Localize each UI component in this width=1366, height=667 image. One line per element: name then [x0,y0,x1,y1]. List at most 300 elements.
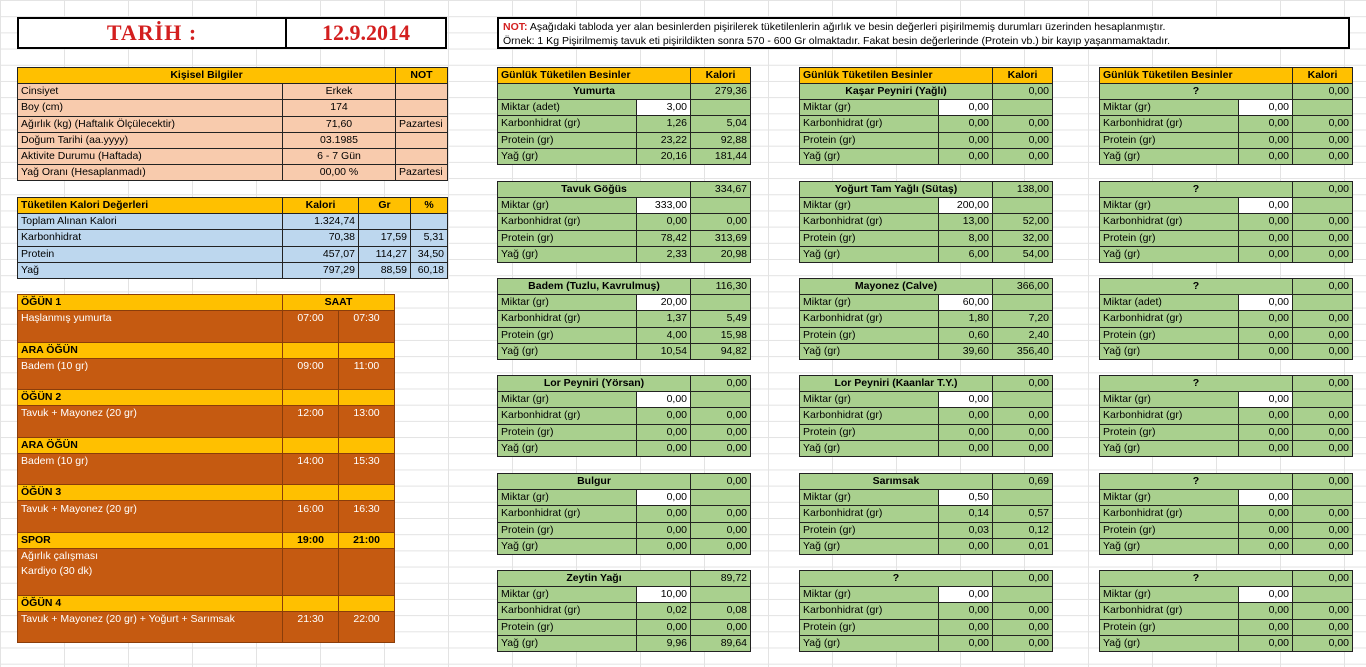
calorie-gr: 17,59 [359,230,411,246]
food-miktar-empty [1293,587,1353,603]
food-protein-gr: 8,00 [939,230,993,246]
meal-description[interactable]: Tavuk + Mayonez (20 gr) [18,501,283,517]
food-block [1099,375,1353,457]
food-yag-kalori: 0,00 [1293,538,1353,554]
food-miktar-input[interactable]: 0,00 [1239,100,1293,116]
meal-end-time [339,595,395,611]
food-karb-kalori: 5,04 [691,116,751,132]
food-yag-gr: 9,96 [637,635,691,651]
food-total-kalori: 0,00 [1293,84,1353,100]
food-protein-label: Protein (gr) [800,424,939,440]
food-karb-kalori: 0,00 [993,408,1053,424]
food-karb-label: Karbonhidrat (gr) [1100,214,1239,230]
food-karb-kalori: 5,49 [691,311,751,327]
meal-detail-row [18,627,395,643]
food-karb-label: Karbonhidrat (gr) [498,506,637,522]
food-protein-kalori: 0,00 [1293,132,1353,148]
food-miktar-input[interactable]: 0,50 [939,490,993,506]
calorie-row [18,230,448,246]
food-column-header [799,67,1053,84]
meal-header-row [18,595,395,611]
calorie-pct: 5,31 [411,230,448,246]
meal-time-start[interactable] [283,579,339,595]
calorie-kalori: 797,29 [283,262,359,278]
food-protein-gr: 0,00 [1239,619,1293,635]
food-miktar-input[interactable]: 60,00 [939,295,993,311]
food-karb-gr: 0,00 [637,408,691,424]
meal-description[interactable]: Badem (10 gr) [18,358,283,374]
meal-time-start[interactable]: 09:00 [283,358,339,374]
meal-detail-row [18,549,395,565]
food-karb-gr: 1,37 [637,311,691,327]
food-name[interactable]: ? [1100,182,1293,198]
food-total-kalori: 0,00 [993,376,1053,392]
food-name[interactable]: ? [1100,279,1293,295]
food-total-kalori: 89,72 [691,571,751,587]
food-karb-label: Karbonhidrat (gr) [800,311,939,327]
meal-time-start[interactable]: 14:00 [283,453,339,469]
personal-note [396,132,448,148]
food-miktar-empty [993,198,1053,214]
food-protein-gr: 0,00 [637,424,691,440]
food-protein-gr: 23,22 [637,132,691,148]
food-protein-kalori: 0,00 [993,424,1053,440]
food-miktar-label: Miktar (gr) [498,490,637,506]
food-miktar-label: Miktar (adet) [498,100,637,116]
food-miktar-input[interactable]: 333,00 [637,198,691,214]
food-karb-gr: 1,26 [637,116,691,132]
personal-row [18,165,448,181]
food-miktar-empty [1293,490,1353,506]
food-protein-kalori: 0,00 [1293,522,1353,538]
food-karb-label: Karbonhidrat (gr) [800,506,939,522]
calorie-kalori: 1.324,74 [283,214,359,230]
food-karb-label: Karbonhidrat (gr) [1100,506,1239,522]
meal-time-end[interactable] [339,627,395,643]
food-miktar-input[interactable]: 0,00 [1239,198,1293,214]
food-miktar-input[interactable]: 200,00 [939,198,993,214]
personal-value[interactable]: 174 [283,100,396,116]
personal-value[interactable]: 00,00 % [283,165,396,181]
food-protein-kalori: 313,69 [691,230,751,246]
meal-time-end[interactable]: 11:00 [339,358,395,374]
meal-time-start[interactable]: 21:30 [283,611,339,627]
food-protein-gr: 0,00 [1239,424,1293,440]
meal-detail-row [18,469,395,485]
food-protein-label: Protein (gr) [1100,132,1239,148]
meal-end-time [339,342,395,358]
meal-time-end[interactable] [339,579,395,595]
meal-time-start[interactable] [283,326,339,342]
food-total-kalori: 0,00 [993,84,1053,100]
calorie-gr [359,214,411,230]
meal-description[interactable]: Kardiyo (30 dk) [18,564,283,579]
meal-schedule-table [17,294,395,643]
food-name[interactable]: ? [1100,376,1293,392]
meal-detail-row [18,358,395,374]
meal-time-start[interactable]: 07:00 [283,311,339,327]
food-name[interactable]: Yumurta [498,84,691,100]
food-miktar-input[interactable]: 0,00 [637,490,691,506]
meal-description[interactable] [18,326,283,342]
meal-description[interactable]: Badem (10 gr) [18,453,283,469]
meal-time-end[interactable] [339,422,395,438]
food-yag-gr: 0,00 [1239,635,1293,651]
food-header-kalori: Kalori [993,68,1053,84]
food-karb-gr: 0,00 [637,214,691,230]
food-miktar-label: Miktar (gr) [800,587,939,603]
food-yag-gr: 0,00 [637,538,691,554]
food-total-kalori: 334,67 [691,182,751,198]
food-yag-label: Yağ (gr) [800,343,939,359]
food-name[interactable]: Lor Peyniri (Kaanlar T.Y.) [800,376,993,392]
food-yag-kalori: 0,00 [1293,148,1353,164]
food-karb-kalori: 0,00 [1293,214,1353,230]
food-miktar-input[interactable]: 0,00 [939,100,993,116]
meal-detail-row [18,501,395,517]
food-total-kalori: 279,36 [691,84,751,100]
food-yag-label: Yağ (gr) [1100,440,1239,456]
meal-description[interactable] [18,422,283,438]
food-header-title: Günlük Tüketilen Besinler [1100,68,1293,84]
food-name[interactable]: Badem (Tuzlu, Kavrulmuş) [498,279,691,295]
food-karb-label: Karbonhidrat (gr) [498,408,637,424]
food-miktar-label: Miktar (gr) [498,198,637,214]
personal-row [18,132,448,148]
personal-label: Cinsiyet [18,84,283,100]
food-yag-gr: 6,00 [939,246,993,262]
food-miktar-label: Miktar (gr) [800,392,939,408]
food-miktar-input[interactable]: 0,00 [1239,295,1293,311]
food-yag-label: Yağ (gr) [498,440,637,456]
food-miktar-label: Miktar (gr) [498,587,637,603]
meal-detail-row [18,374,395,390]
food-yag-kalori: 20,98 [691,246,751,262]
food-karb-kalori: 0,08 [691,603,751,619]
personal-value[interactable]: Erkek [283,84,396,100]
food-yag-gr: 0,00 [1239,538,1293,554]
food-yag-label: Yağ (gr) [1100,635,1239,651]
calorie-kalori: 70,38 [283,230,359,246]
food-name[interactable]: Kaşar Peyniri (Yağlı) [800,84,993,100]
food-miktar-input[interactable]: 10,00 [637,587,691,603]
food-name[interactable]: Mayonez (Calve) [800,279,993,295]
food-karb-kalori: 0,00 [691,408,751,424]
food-yag-gr: 0,00 [1239,246,1293,262]
food-protein-label: Protein (gr) [800,230,939,246]
food-yag-gr: 0,00 [939,148,993,164]
calorie-gr: 88,59 [359,262,411,278]
food-yag-label: Yağ (gr) [498,343,637,359]
food-karb-kalori: 7,20 [993,311,1053,327]
personal-row [18,116,448,132]
food-name[interactable]: ? [1100,474,1293,490]
food-miktar-label: Miktar (adet) [1100,295,1239,311]
meal-start-time [283,437,339,453]
food-karb-gr: 0,02 [637,603,691,619]
meal-description[interactable]: Haşlanmış yumurta [18,311,283,327]
meal-description[interactable]: Ağırlık çalışması [18,549,283,565]
food-miktar-empty [691,490,751,506]
food-karb-kalori: 0,00 [691,506,751,522]
meal-start-time [283,342,339,358]
meal-time-end[interactable] [339,517,395,533]
meal-detail-row [18,311,395,327]
note-line-1: Aşağıdaki tabloda yer alan besinlerden pişirilerek tüketilenlerin ağırlık ve besin değerleri pişirilmemiş durumları üzerinden hesaplanmıştır. [527,21,1166,33]
meal-time-end[interactable] [339,549,395,565]
calorie-col-gr: Gr [359,198,411,214]
food-name[interactable]: ? [1100,84,1293,100]
food-yag-label: Yağ (gr) [498,538,637,554]
food-karb-label: Karbonhidrat (gr) [1100,311,1239,327]
food-protein-kalori: 0,00 [1293,619,1353,635]
meal-name: ÖĞÜN 1 [18,295,283,311]
food-block [497,473,751,555]
meal-time-start[interactable] [283,422,339,438]
meal-end-time [339,390,395,406]
food-karb-gr: 0,00 [637,506,691,522]
food-miktar-input[interactable]: 0,00 [939,392,993,408]
food-yag-label: Yağ (gr) [800,148,939,164]
meal-start-time: 19:00 [283,532,339,548]
date-value[interactable]: 12.9.2014 [287,17,447,49]
food-block [799,278,1053,360]
food-header-title: Günlük Tüketilen Besinler [800,68,993,84]
personal-note [396,148,448,164]
meal-description[interactable] [18,517,283,533]
food-block [1099,473,1353,555]
personal-value[interactable]: 03.1985 [283,132,396,148]
meal-start-time [283,595,339,611]
food-name[interactable]: Yoğurt Tam Yağlı (Sütaş) [800,182,993,198]
meal-name: ÖĞÜN 3 [18,485,283,501]
meal-detail-row [18,326,395,342]
food-karb-kalori: 0,00 [1293,506,1353,522]
personal-row [18,148,448,164]
food-block [1099,83,1353,165]
food-miktar-input[interactable]: 3,00 [637,100,691,116]
meal-header-row [18,532,395,548]
food-miktar-label: Miktar (gr) [498,295,637,311]
meal-detail-row [18,422,395,438]
food-miktar-label: Miktar (gr) [1100,198,1239,214]
meal-name: ARA ÖĞÜN [18,437,283,453]
food-karb-label: Karbonhidrat (gr) [800,408,939,424]
food-name[interactable]: Bulgur [498,474,691,490]
food-name[interactable]: Lor Peyniri (Yörsan) [498,376,691,392]
calorie-pct: 60,18 [411,262,448,278]
food-name[interactable]: Sarımsak [800,474,993,490]
food-yag-label: Yağ (gr) [1100,246,1239,262]
food-miktar-empty [1293,100,1353,116]
meal-time-end[interactable]: 13:00 [339,406,395,422]
food-protein-kalori: 0,00 [993,132,1053,148]
food-karb-label: Karbonhidrat (gr) [498,116,637,132]
meal-name: ÖĞÜN 4 [18,595,283,611]
personal-value[interactable]: 71,60 [283,116,396,132]
food-protein-label: Protein (gr) [498,230,637,246]
calorie-row [18,246,448,262]
personal-label: Doğum Tarihi (aa.yyyy) [18,132,283,148]
food-column-header [497,67,751,84]
food-protein-kalori: 0,00 [691,522,751,538]
food-protein-kalori: 0,00 [691,424,751,440]
food-miktar-empty [691,295,751,311]
food-karb-label: Karbonhidrat (gr) [1100,408,1239,424]
food-karb-kalori: 0,00 [1293,311,1353,327]
calorie-kalori: 457,07 [283,246,359,262]
food-miktar-label: Miktar (gr) [1100,490,1239,506]
meal-time-start[interactable] [283,374,339,390]
food-protein-label: Protein (gr) [1100,230,1239,246]
food-block [799,473,1053,555]
meal-time-end[interactable] [339,564,395,579]
food-yag-kalori: 0,00 [1293,635,1353,651]
food-miktar-empty [1293,392,1353,408]
food-protein-gr: 0,00 [1239,132,1293,148]
food-name[interactable]: Tavuk Göğüs [498,182,691,198]
food-karb-label: Karbonhidrat (gr) [498,311,637,327]
meal-time-start[interactable] [283,627,339,643]
personal-row [18,100,448,116]
meal-description[interactable] [18,627,283,643]
food-miktar-input[interactable]: 0,00 [637,392,691,408]
food-miktar-empty [993,100,1053,116]
food-yag-label: Yağ (gr) [800,538,939,554]
food-yag-gr: 0,00 [1239,440,1293,456]
meal-time-end[interactable]: 07:30 [339,311,395,327]
food-block [497,570,751,652]
meal-description[interactable] [18,469,283,485]
food-yag-kalori: 0,01 [993,538,1053,554]
food-karb-label: Karbonhidrat (gr) [1100,603,1239,619]
food-karb-gr: 0,00 [1239,311,1293,327]
meal-time-start[interactable] [283,469,339,485]
meal-description[interactable]: Tavuk + Mayonez (20 gr) + Yoğurt + Sarımsak [18,611,283,627]
food-yag-kalori: 0,00 [993,440,1053,456]
meal-description[interactable] [18,579,283,595]
food-yag-kalori: 0,00 [1293,246,1353,262]
meal-end-time [339,485,395,501]
food-protein-kalori: 0,00 [691,619,751,635]
food-header-title: Günlük Tüketilen Besinler [498,68,691,84]
food-protein-kalori: 2,40 [993,327,1053,343]
note-prefix: NOT: [503,21,528,33]
food-protein-gr: 0,00 [939,132,993,148]
food-total-kalori: 138,00 [993,182,1053,198]
food-miktar-label: Miktar (gr) [800,295,939,311]
food-name[interactable]: ? [800,571,993,587]
meal-time-end[interactable]: 22:00 [339,611,395,627]
calorie-table-title: Tüketilen Kalori Değerleri [18,198,283,214]
food-yag-label: Yağ (gr) [498,246,637,262]
food-miktar-input[interactable]: 0,00 [1239,587,1293,603]
personal-value[interactable]: 6 - 7 Gün [283,148,396,164]
meal-time-start[interactable] [283,564,339,579]
food-total-kalori: 0,00 [1293,376,1353,392]
calorie-pct: 34,50 [411,246,448,262]
food-karb-gr: 0,00 [1239,603,1293,619]
food-yag-label: Yağ (gr) [498,148,637,164]
food-karb-gr: 0,00 [1239,214,1293,230]
food-karb-kalori: 0,00 [1293,408,1353,424]
food-protein-gr: 0,00 [1239,327,1293,343]
food-protein-label: Protein (gr) [498,132,637,148]
note-line-2: Örnek: 1 Kg Pişirilmemiş tavuk eti pişirildikten sonra 570 - 600 Gr olmaktadır. Fakat besin değerlerinde (Protein vb.) bir kayıp yaşanmamaktadır. [503,35,1171,47]
food-total-kalori: 0,69 [993,474,1053,490]
meal-time-start[interactable] [283,517,339,533]
food-protein-gr: 0,00 [637,522,691,538]
food-protein-label: Protein (gr) [1100,424,1239,440]
meal-start-time [283,485,339,501]
meal-description[interactable] [18,374,283,390]
meal-time-start[interactable] [283,549,339,565]
food-yag-gr: 39,60 [939,343,993,359]
meal-time-end[interactable]: 16:30 [339,501,395,517]
food-protein-gr: 78,42 [637,230,691,246]
food-name[interactable]: Zeytin Yağı [498,571,691,587]
food-miktar-input[interactable]: 20,00 [637,295,691,311]
food-yag-kalori: 89,64 [691,635,751,651]
calorie-col-kalori: Kalori [283,198,359,214]
food-protein-kalori: 0,00 [993,619,1053,635]
food-protein-kalori: 32,00 [993,230,1053,246]
meal-time-start[interactable]: 12:00 [283,406,339,422]
personal-label: Aktivite Durumu (Haftada) [18,148,283,164]
food-name[interactable]: ? [1100,571,1293,587]
food-yag-kalori: 0,00 [691,538,751,554]
food-miktar-input[interactable]: 0,00 [1239,392,1293,408]
calorie-label: Karbonhidrat [18,230,283,246]
calorie-label: Protein [18,246,283,262]
food-column-header [1099,67,1353,84]
calorie-row [18,214,448,230]
food-protein-label: Protein (gr) [800,619,939,635]
food-protein-label: Protein (gr) [800,327,939,343]
food-block [1099,570,1353,652]
food-karb-label: Karbonhidrat (gr) [498,214,637,230]
food-protein-kalori: 0,12 [993,522,1053,538]
food-yag-kalori: 94,82 [691,343,751,359]
meal-time-end[interactable] [339,374,395,390]
food-miktar-input[interactable]: 0,00 [1239,490,1293,506]
meal-detail-row [18,564,395,579]
meal-description[interactable]: Tavuk + Mayonez (20 gr) [18,406,283,422]
food-karb-kalori: 0,00 [1293,603,1353,619]
meal-time-end[interactable] [339,326,395,342]
food-yag-kalori: 0,00 [1293,440,1353,456]
meal-time-end[interactable]: 15:30 [339,453,395,469]
personal-label: Ağırlık (kg) (Haftalık Ölçülecektir) [18,116,283,132]
food-block [497,375,751,457]
food-karb-kalori: 52,00 [993,214,1053,230]
meal-time-end[interactable] [339,469,395,485]
food-miktar-input[interactable]: 0,00 [939,587,993,603]
food-block [799,181,1053,263]
food-yag-gr: 0,00 [939,538,993,554]
meal-start-time [283,390,339,406]
food-block [799,83,1053,165]
food-karb-label: Karbonhidrat (gr) [498,603,637,619]
food-yag-label: Yağ (gr) [800,440,939,456]
food-yag-gr: 0,00 [939,440,993,456]
food-miktar-label: Miktar (gr) [800,490,939,506]
food-miktar-label: Miktar (gr) [800,198,939,214]
food-total-kalori: 116,30 [691,279,751,295]
food-miktar-label: Miktar (gr) [800,100,939,116]
food-protein-gr: 0,00 [1239,522,1293,538]
meal-time-start[interactable]: 16:00 [283,501,339,517]
